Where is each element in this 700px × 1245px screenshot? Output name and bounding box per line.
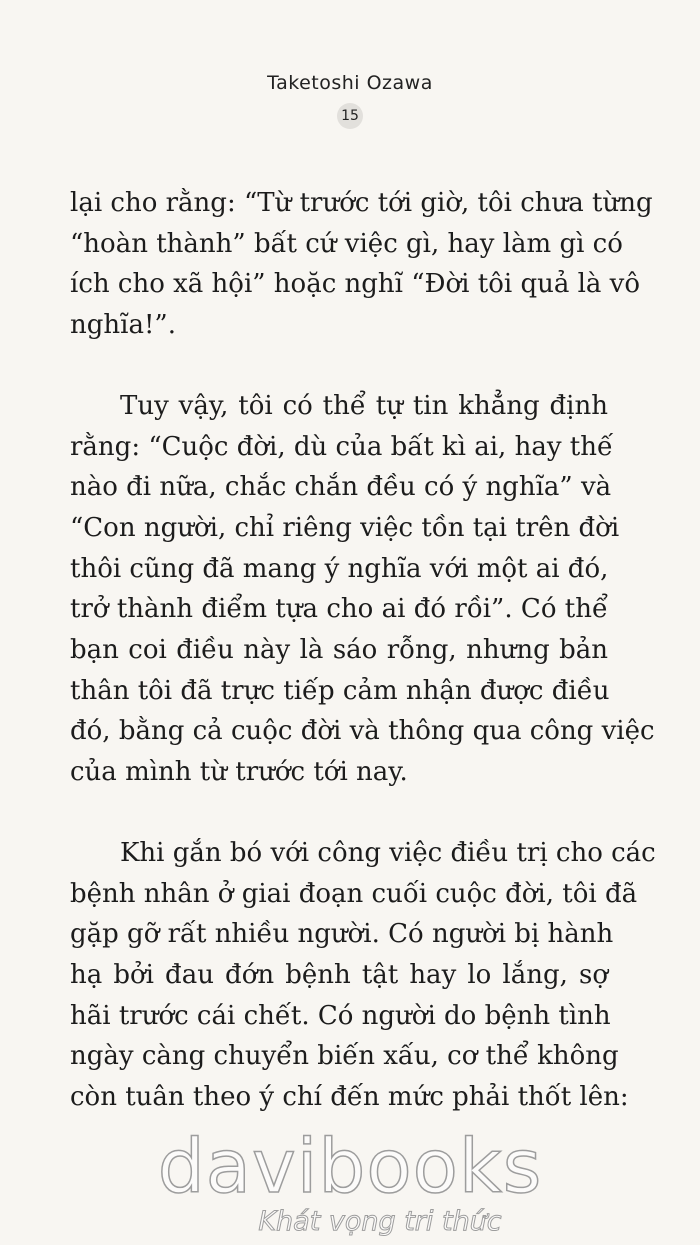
text-line: rằng: “Cuộc đời, dù của bất kì ai, hay thế — [70, 431, 613, 462]
watermark-slogan: Khát vọng tri thức — [258, 1206, 502, 1237]
page-number: 15 — [337, 103, 363, 129]
text-line: thân tôi đã trực tiếp cảm nhận được điều — [70, 675, 610, 706]
watermark-brand: davibooks — [157, 1124, 543, 1210]
text-line: Tuy vậy, tôi có thể tự tin khẳng định — [120, 390, 608, 421]
text-line: bạn coi điều này là sáo rỗng, nhưng bản — [70, 635, 608, 666]
running-header-author: Taketoshi Ozawa — [267, 72, 433, 94]
paragraph-1 — [70, 183, 653, 346]
text-line: hãi trước cái chết. Có người do bệnh tình — [70, 1000, 611, 1031]
text-line: gặp gỡ rất nhiều người. Có người bị hành — [70, 919, 614, 950]
text-line: “Con người, chỉ riêng việc tồn tại trên đời — [70, 512, 620, 543]
text-line: ngày càng chuyển biến xấu, cơ thể không — [70, 1041, 619, 1072]
text-line: ích cho xã hội” hoặc nghĩ “Đời tôi quả là vô — [70, 269, 641, 300]
text-line: thôi cũng đã mang ý nghĩa với một ai đó, — [70, 553, 609, 584]
text-line: còn tuân theo ý chí đến mức phải thốt lên: — [70, 1082, 629, 1113]
text-line: nào đi nữa, chắc chắn đều có ý nghĩa” và — [70, 472, 612, 503]
paragraph-2 — [70, 386, 655, 793]
text-line: Khi gắn bó với công việc điều trị cho các — [120, 837, 656, 868]
text-line: hạ bởi đau đớn bệnh tật hay lo lắng, sợ — [70, 959, 608, 990]
text-line: “hoàn thành” bất cứ việc gì, hay làm gì có — [70, 228, 623, 259]
text-line: lại cho rằng: “Từ trước tới giờ, tôi chưa từng — [70, 188, 653, 218]
page-number-container — [0, 103, 700, 129]
text-line: bệnh nhân ở giai đoạn cuối cuộc đời, tôi đã — [70, 878, 638, 909]
text-line: của mình từ trước tới nay. — [70, 757, 408, 788]
body-text — [70, 183, 656, 1158]
text-line: trở thành điểm tựa cho ai đó rồi”. Có thể — [70, 594, 608, 625]
paragraph-3 — [70, 833, 656, 1118]
text-line: nghĩa!”. — [70, 310, 176, 341]
text-line: đó, bằng cả cuộc đời và thông qua công việc — [70, 716, 655, 747]
watermark — [150, 1124, 550, 1237]
